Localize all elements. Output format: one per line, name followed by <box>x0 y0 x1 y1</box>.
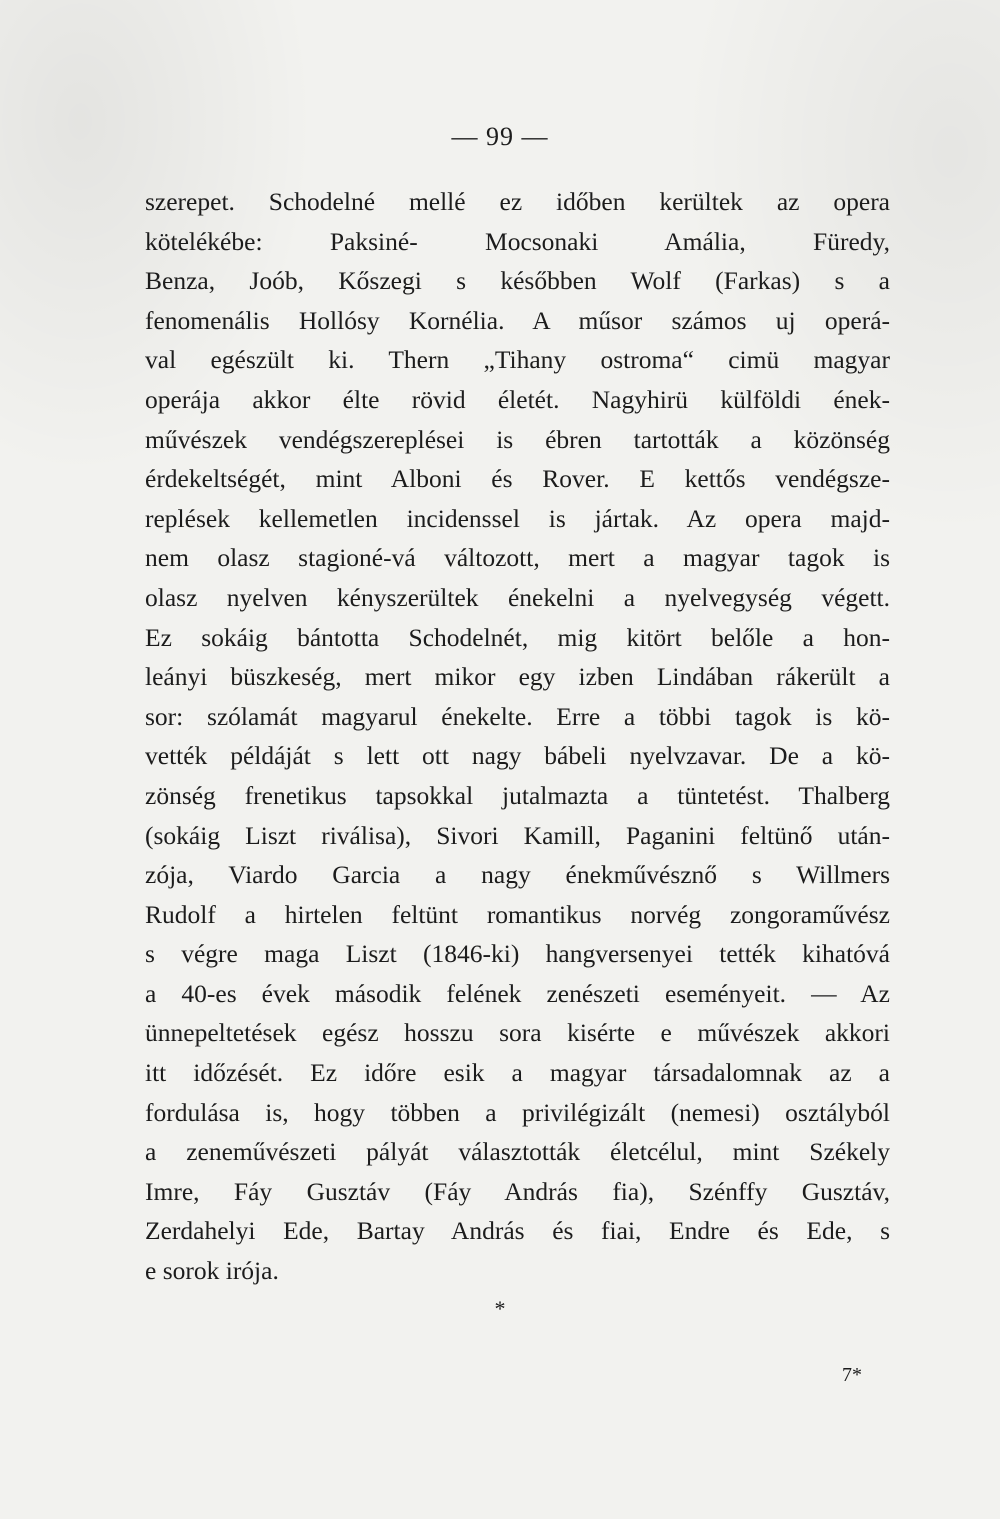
text-line: a 40-es évek második felének zenészeti eseményeit. — Az <box>145 978 890 1008</box>
section-separator: * <box>494 1296 506 1321</box>
text-line: nem olasz stagioné-vá változott, mert a magyar tagok is <box>145 543 890 573</box>
text-line: s végre maga Liszt (1846-ki) hangversenyei tették kihatóvá <box>145 939 890 969</box>
text-line: zönség frenetikus tapsokkal jutalmazta a tüntetést. Thalberg <box>145 780 890 810</box>
text-line: művészek vendégszereplései is ébren tartották a közönség <box>145 424 890 454</box>
page-number: — 99 — <box>451 122 549 151</box>
text-line: Benza, Joób, Kőszegi s későbben Wolf (Farkas) s a <box>145 266 890 296</box>
text-line: val egészült ki. Thern „Tihany ostroma“ cimü magyar <box>145 345 890 375</box>
text-line: operája akkor élte rövid életét. Nagyhirü külföldi ének- <box>145 384 890 414</box>
text-line: szerepet. Schodelné mellé ez időben kerültek az opera <box>145 187 890 216</box>
body-text <box>145 182 890 1291</box>
text-line: zója, Viardo Garcia a nagy énekművésznő s Willmers <box>145 860 890 890</box>
text-line: Imre, Fáy Gusztáv (Fáy András fia), Szénffy Gusztáv, <box>145 1176 890 1206</box>
text-line: sor: szólamát magyarul énekelte. Erre a többi tagok is kö- <box>145 701 890 731</box>
text-line: fenomenális Hollósy Kornélia. A műsor számos uj operá- <box>145 305 890 335</box>
text-line: itt időzését. Ez időre esik a magyar társadalomnak az a <box>145 1058 890 1088</box>
text-line: fordulása is, hogy többen a privilégizált (nemesi) osztályból <box>145 1097 890 1127</box>
text-line: vették példáját s lett ott nagy bábeli nyelvzavar. De a kö- <box>145 741 890 771</box>
text-line: ünnepeltetések egész hosszu sora kisérte e művészek akkori <box>145 1018 890 1048</box>
text-line: replések kellemetlen incidenssel is jártak. Az opera majd- <box>145 503 890 533</box>
text-line: a zeneművészeti pályát választották életcélul, mint Székely <box>145 1137 890 1167</box>
text-line: leányi büszkeség, mert mikor egy izben Lindában rákerült a <box>145 662 890 692</box>
text-line: kötelékébe: Paksiné- Mocsonaki Amália, Füredy, <box>145 226 890 256</box>
text-line: olasz nyelven kényszerültek énekelni a nyelvegység végett. <box>145 582 890 612</box>
signature-mark: 7* <box>842 1364 862 1386</box>
text-line: érdekeltségét, mint Alboni és Rover. E kettős vendégsze- <box>145 464 890 494</box>
text-line: Rudolf a hirtelen feltünt romantikus norvég zongoraművész <box>145 899 890 929</box>
text-line: (sokáig Liszt riválisa), Sivori Kamill, Paganini feltünő után- <box>145 820 890 850</box>
text-line: Zerdahelyi Ede, Bartay András és fiai, Endre és Ede, s <box>145 1216 890 1246</box>
text-line: Ez sokáig bántotta Schodelnét, mig kitört belőle a hon- <box>145 622 890 652</box>
text-line-last: e sorok irója. <box>145 1256 279 1286</box>
